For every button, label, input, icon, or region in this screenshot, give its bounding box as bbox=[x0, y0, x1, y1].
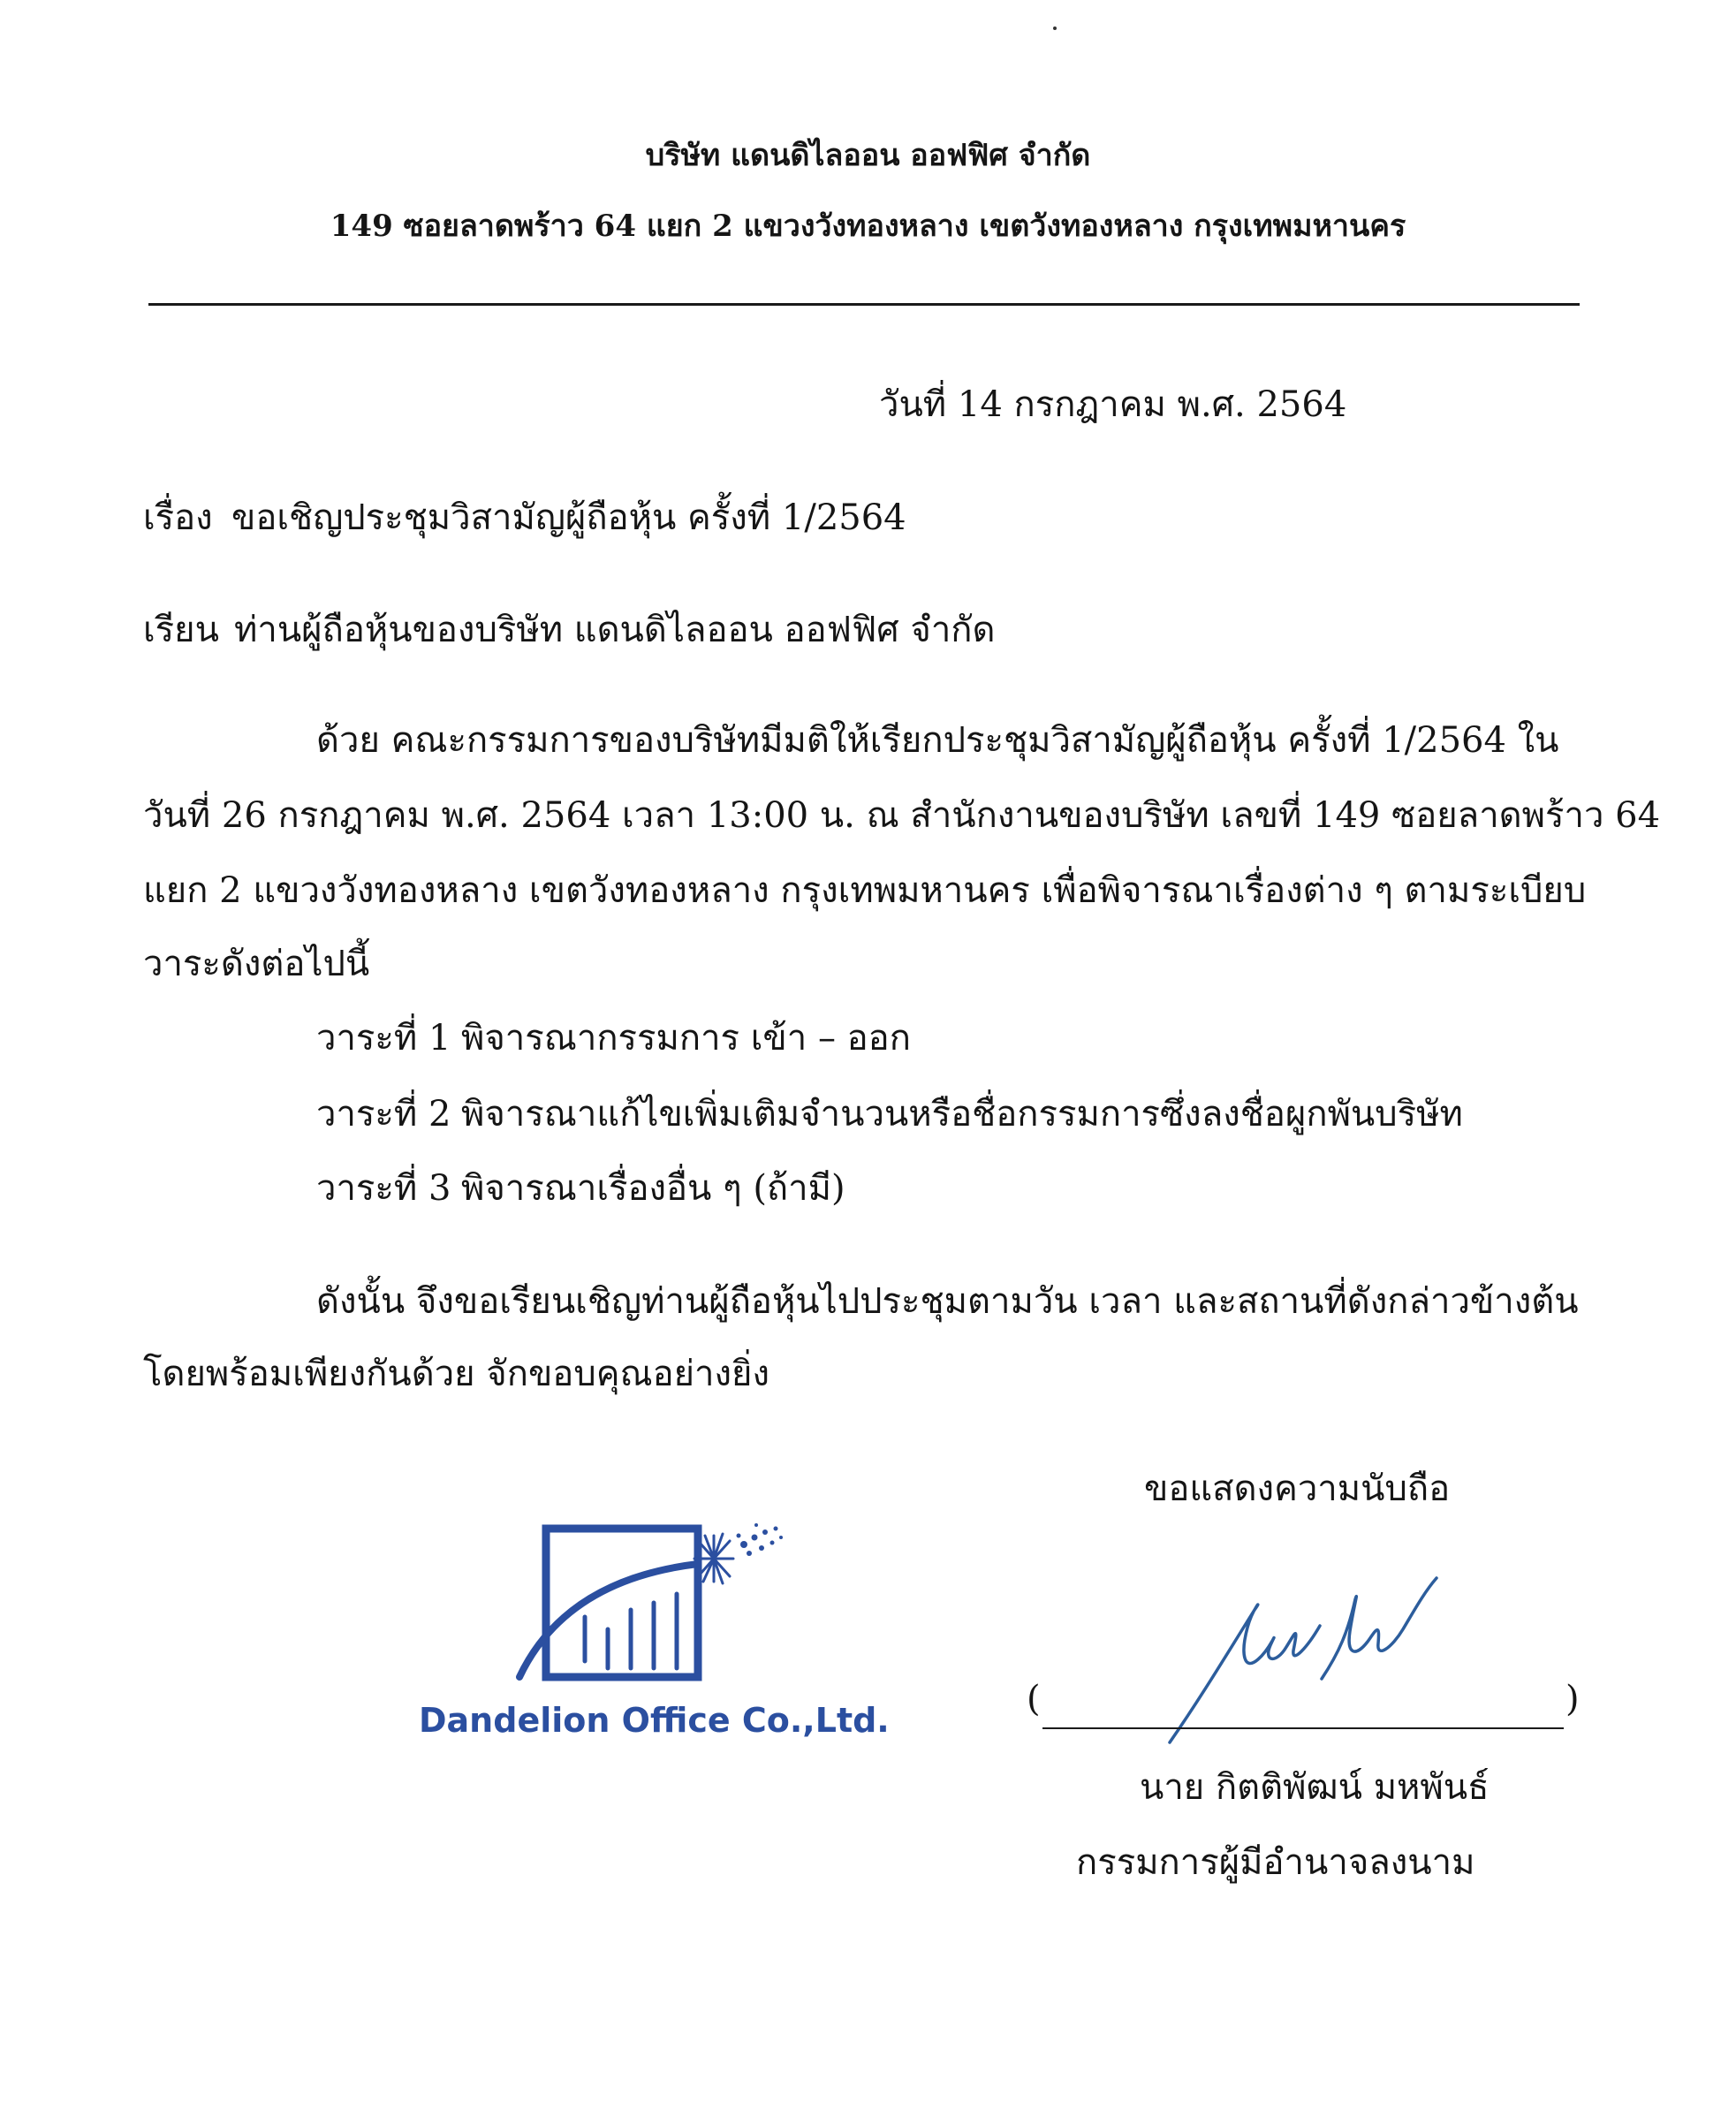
signatory-title: กรรมการผู้มีอำนาจลงนาม bbox=[1076, 1842, 1475, 1883]
header-divider bbox=[148, 303, 1580, 306]
agenda-text-1: พิจารณากรรมการ เข้า – ออก bbox=[461, 1018, 911, 1059]
handwritten-signature bbox=[1166, 1573, 1484, 1749]
signature-open-paren: ( bbox=[1027, 1679, 1041, 1719]
signatory-name: นาย กิตติพัฒน์ มหพันธ์ bbox=[1140, 1767, 1490, 1808]
paragraph1-line3: แยก 2 แขวงวังทองหลาง เขตวังทองหลาง กรุงเทพมหานคร เพื่อพิจารณาเรื่องต่าง ๆ ตามระเบียบ bbox=[143, 870, 1587, 911]
signature-line bbox=[1042, 1727, 1564, 1729]
agenda-text-2: พิจารณาแก้ไขเพิ่มเติมจำนวนหรือชื่อกรรมการซึ่งลงชื่อผูกพันบริษัท bbox=[461, 1094, 1463, 1135]
agenda-text-3: พิจารณาเรื่องอื่น ๆ (ถ้ามี) bbox=[461, 1168, 845, 1209]
company-address: 149 ซอยลาดพร้าว 64 แยก 2 แขวงวังทองหลาง เขตวังทองหลาง กรุงเทพมหานคร bbox=[330, 209, 1406, 244]
scan-speck bbox=[1053, 27, 1057, 30]
closing-text: ขอแสดงความนับถือ bbox=[1144, 1469, 1451, 1509]
paragraph1-line2: วันที่ 26 กรกฎาคม พ.ศ. 2564 เวลา 13:00 น. ณ สำนักงานของบริษัท เลขที่ 149 ซอยลาดพร้าว 64 bbox=[143, 795, 1661, 836]
company-stamp bbox=[415, 1518, 890, 1748]
paragraph2-line1: ดังนั้น จึงขอเรียนเชิญท่านผู้ถือหุ้นไปประชุมตามวัน เวลา และสถานที่ดังกล่าวข้างต้น bbox=[316, 1281, 1579, 1322]
subject-text: ขอเชิญประชุมวิสามัญผู้ถือหุ้น ครั้งที่ 1/2564 bbox=[231, 497, 906, 538]
dandelion-seeds-icon bbox=[737, 1523, 784, 1556]
agenda-label-3: วาระที่ 3 bbox=[316, 1168, 451, 1209]
paragraph2-line2: โดยพร้อมเพียงกันด้วย จักขอบคุณอย่างยิ่ง bbox=[143, 1354, 770, 1394]
paragraph1-line1: ด้วย คณะกรรมการของบริษัทมีมติให้เรียกประชุมวิสามัญผู้ถือหุ้น ครั้งที่ 1/2564 ใน bbox=[316, 720, 1559, 761]
letter-date: วันที่ 14 กรกฎาคม พ.ศ. 2564 bbox=[879, 384, 1347, 425]
paragraph1-line4: วาระดังต่อไปนี้ bbox=[143, 944, 370, 984]
agenda-label-2: วาระที่ 2 bbox=[316, 1094, 451, 1135]
recipient-label: เรียน bbox=[143, 610, 219, 650]
signature-close-paren: ) bbox=[1565, 1679, 1580, 1719]
company-name: บริษัท แดนดิไลออน ออฟฟิศ จำกัด bbox=[645, 138, 1091, 173]
subject-label: เรื่อง bbox=[143, 497, 213, 538]
agenda-label-1: วาระที่ 1 bbox=[316, 1018, 451, 1059]
stamp-text: Dandelion Office Co.,Ltd. bbox=[419, 1701, 890, 1740]
recipient-text: ท่านผู้ถือหุ้นของบริษัท แดนดิไลออน ออฟฟิศ จำกัด bbox=[234, 610, 996, 650]
